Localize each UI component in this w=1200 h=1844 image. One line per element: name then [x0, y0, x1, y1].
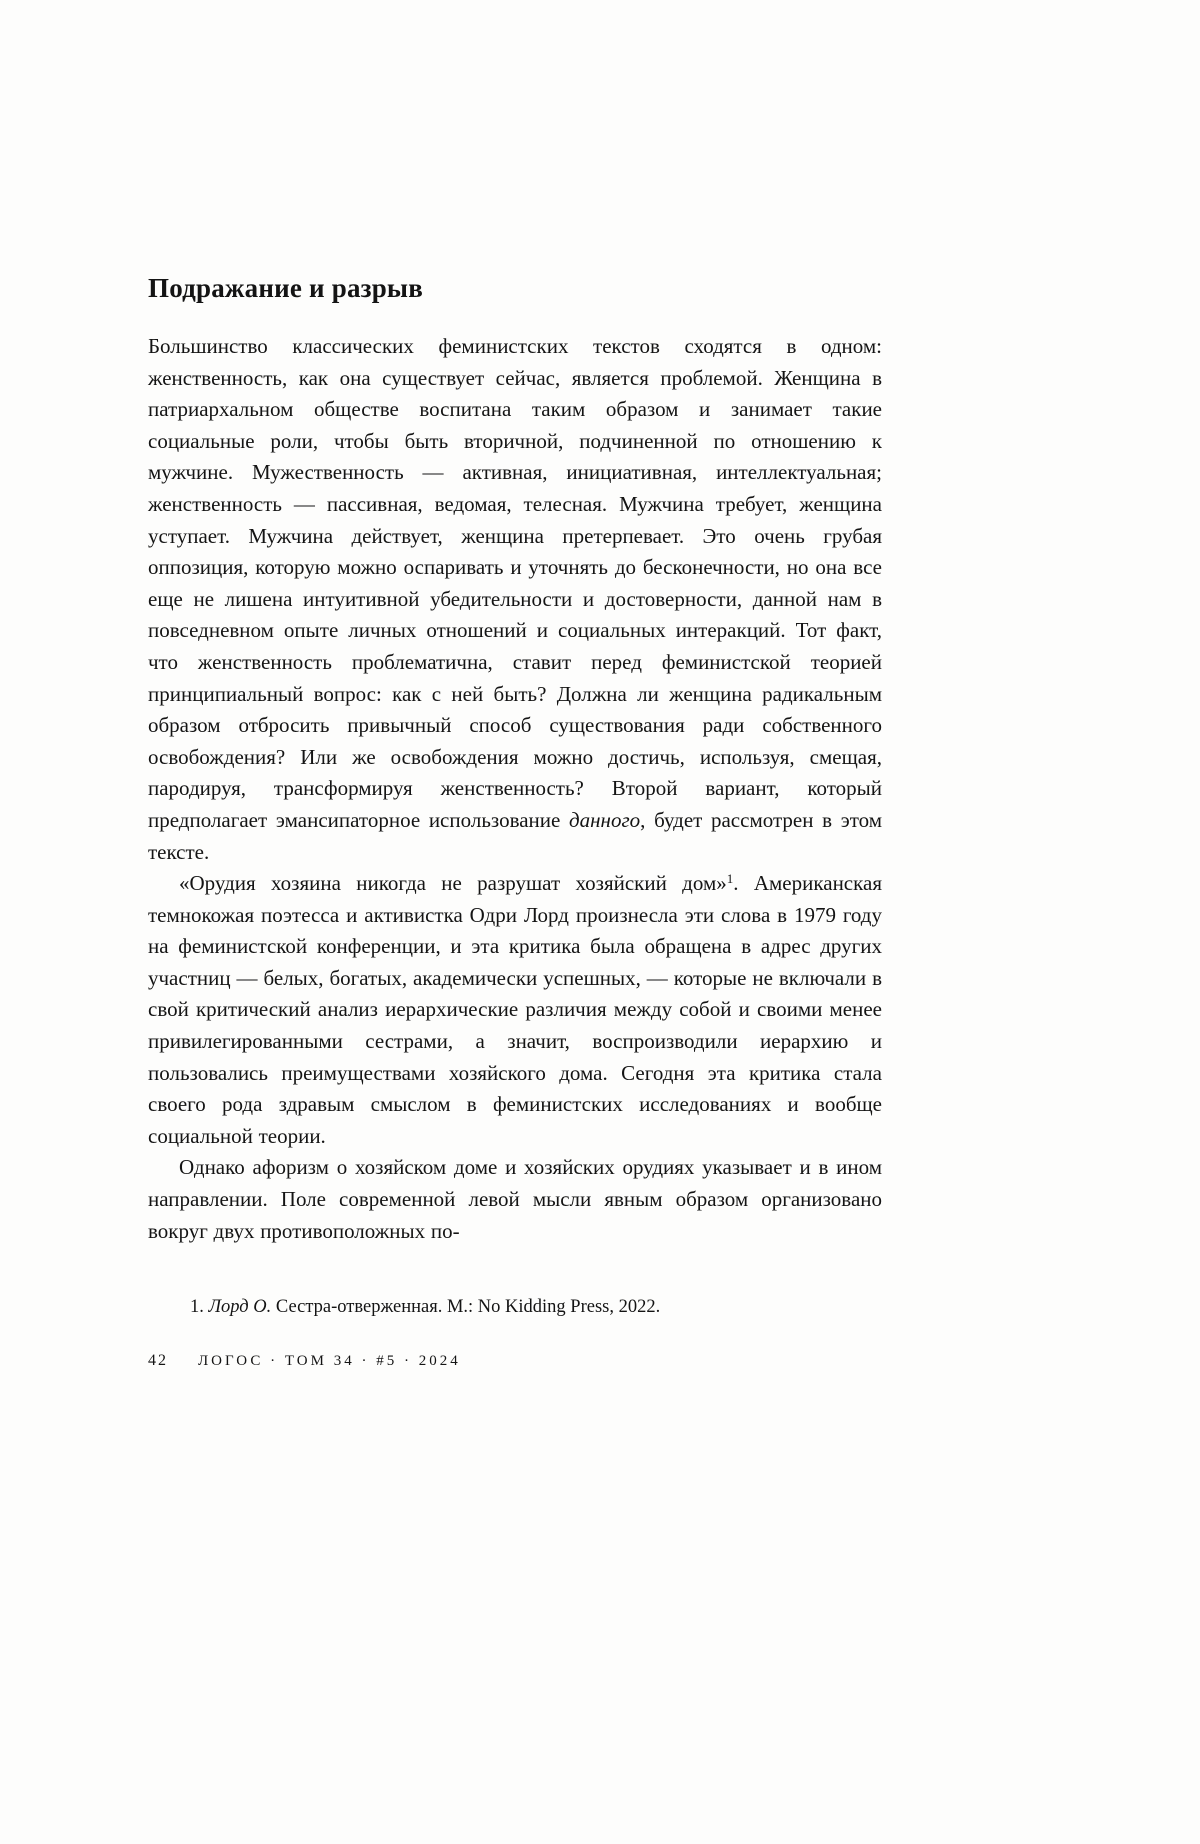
paragraph — [148, 1152, 882, 1247]
paragraph — [148, 331, 882, 868]
section-heading: Подражание и разрыв — [148, 273, 423, 303]
page-content — [148, 272, 882, 1370]
footnote — [148, 1295, 882, 1320]
body-text — [148, 331, 882, 1247]
text-run: Лорд О. — [208, 1297, 272, 1318]
journal-line: ЛОГОС · ТОМ 34 · #5 · 2024 — [198, 1353, 461, 1370]
text-run: 1. — [190, 1297, 209, 1318]
page-number: 42 — [148, 1352, 168, 1370]
page-footer — [148, 1352, 882, 1370]
footnote-text — [148, 1295, 882, 1320]
text-run: Однако афоризм о хозяйском доме и хозяйских орудиях указывает и в ином направлении. Поле современной левой мысли явным образом организовано вокруг двух противоположных по- — [148, 1155, 882, 1243]
text-run: . Американская темнокожая поэтесса и активистка Одри Лорд произнесла эти слова в 1979 году на феминистской конференции, и эта критика была обращена в адрес других участниц — белых, богатых, академически успешных, — которые не включали в свой критический анализ иерархические различия между собой и своими менее привилегированными сестрами, а значит, воспроизводили иерархию и пользовались преимуществами хозяйского дома. Сегодня эта критика стала своего рода здравым смыслом в феминистских исследованиях и вообще социальной теории. — [148, 871, 882, 1148]
paragraph — [148, 868, 882, 1152]
text-run: «Орудия хозяина никогда не разрушат хозяйский дом» — [179, 871, 727, 896]
text-run: , будет рассмотрен в этом тексте. — [148, 807, 882, 864]
text-run: 1 — [726, 871, 734, 887]
text-run: Сестра-отверженная. М.: No Kidding Press, 2022. — [271, 1297, 661, 1318]
text-run: Большинство классических феминистских текстов сходятся в одном: женственность, как она существует сейчас, является проблемой. Женщина в патриархальном обществе воспитана таким образом и занимает такие социальные роли, чтобы быть вторичной, подчиненной по отношению к мужчине. Мужественность — активная, инициативная, интеллектуальная; женственность — пассивная, ведомая, телесная. Мужчина требует, женщина уступает. Мужчина действует, женщина претерпевает. Это очень грубая оппозиция, которую можно оспаривать и уточнять до бесконечности, но она все еще не лишена интуитивной убедительности и достоверности, данной нам в повседневном опыте личных отношений и социальных интеракций. Тот факт, что женственность проблематична, ставит перед феминистской теорией принципиальный вопрос: как с ней быть? Должна ли женщина радикальным образом отбросить привычный способ существования ради собственного освобождения? Или же освобождения можно достичь, используя, смещая, пародируя, трансформируя женственность? Второй вариант, который предполагает эмансипаторное использование — [148, 334, 882, 832]
text-run: данного — [569, 807, 641, 832]
